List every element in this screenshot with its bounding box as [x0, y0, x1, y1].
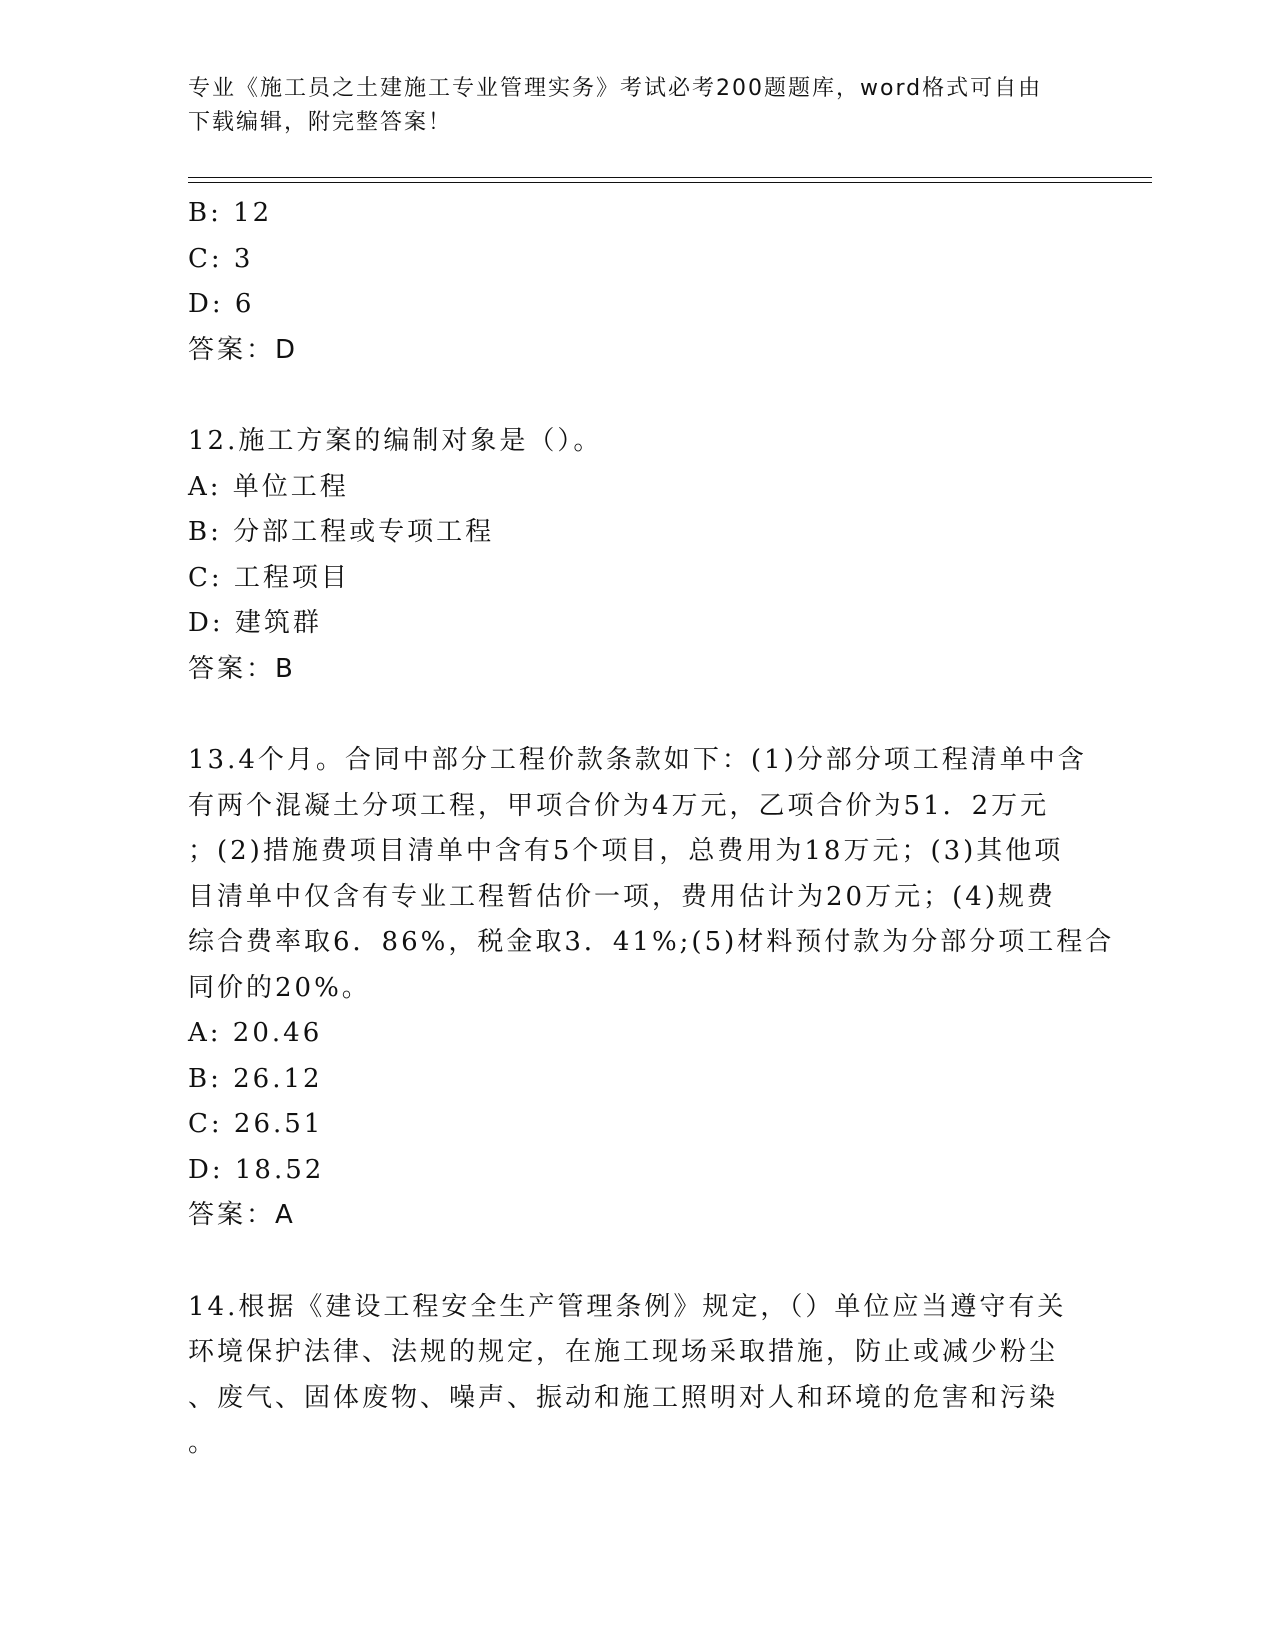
option-b: B: 分部工程或专项工程 [188, 517, 495, 547]
question-text-line: 13.4个月。合同中部分工程价款条款如下：(1)分部分项工程清单中含 [188, 745, 1087, 775]
option-d: D: 18.52 [188, 1154, 325, 1185]
question-text-line: ；(2)措施费项目清单中含有5个项目，总费用为18万元；(3)其他项 [188, 836, 1064, 866]
option-b: B: 12 [188, 198, 273, 228]
question-text-line: 目清单中仅含有专业工程暂估价一项，费用估计为20万元；(4)规费 [188, 881, 1056, 912]
question-text-line: 。 [188, 1428, 218, 1458]
spacer [188, 373, 1088, 419]
question-text-line: 综合费率取6．86%，税金取3．41%;(5)材料预付款为分部分项工程合 [188, 927, 1115, 957]
option-c: C: 工程项目 [188, 562, 350, 593]
document-header [188, 72, 1088, 140]
option-a: A: 20.46 [188, 1018, 323, 1048]
option-b: B: 26.12 [188, 1063, 323, 1094]
answer: 答案：D [188, 334, 299, 365]
option-c: C: 3 [188, 243, 254, 274]
question-text-line: 14.根据《建设工程安全生产管理条例》规定，（）单位应当遵守有关 [188, 1291, 1067, 1322]
header-rule-bottom [188, 182, 1152, 183]
answer: 答案：B [188, 653, 296, 684]
question-text-line: 同价的20%。 [188, 972, 371, 1003]
question-13 [188, 738, 1115, 1239]
option-c: C: 26.51 [188, 1109, 324, 1139]
option-d: D: 6 [188, 289, 255, 319]
header-title-line-2: 下载编辑，附完整答案！ [188, 110, 453, 135]
question-text-line: 环境保护法律、法规的规定，在施工现场采取措施，防止或减少粉尘 [188, 1337, 1059, 1367]
question-12 [188, 419, 1088, 692]
option-a: A: 单位工程 [188, 471, 349, 502]
option-d: D: 建筑群 [188, 608, 322, 638]
answer: 答案：A [188, 1200, 296, 1230]
question-text-line: 、废气、固体废物、噪声、振动和施工照明对人和环境的危害和污染 [188, 1382, 1059, 1413]
spacer [188, 1239, 1088, 1285]
question-text: 12.施工方案的编制对象是（）。 [188, 426, 603, 456]
header-title-line-1: 专业《施工员之土建施工专业管理实务》考试必考200题题库，word格式可自由 [188, 76, 1043, 101]
question-14 [188, 1285, 1088, 1467]
question-content [188, 191, 1115, 1467]
question-11 [188, 191, 1088, 373]
header-rule-top [188, 177, 1152, 178]
question-text-line: 有两个混凝土分项工程，甲项合价为4万元，乙项合价为51．2万元 [188, 790, 1050, 821]
spacer [188, 692, 1088, 738]
